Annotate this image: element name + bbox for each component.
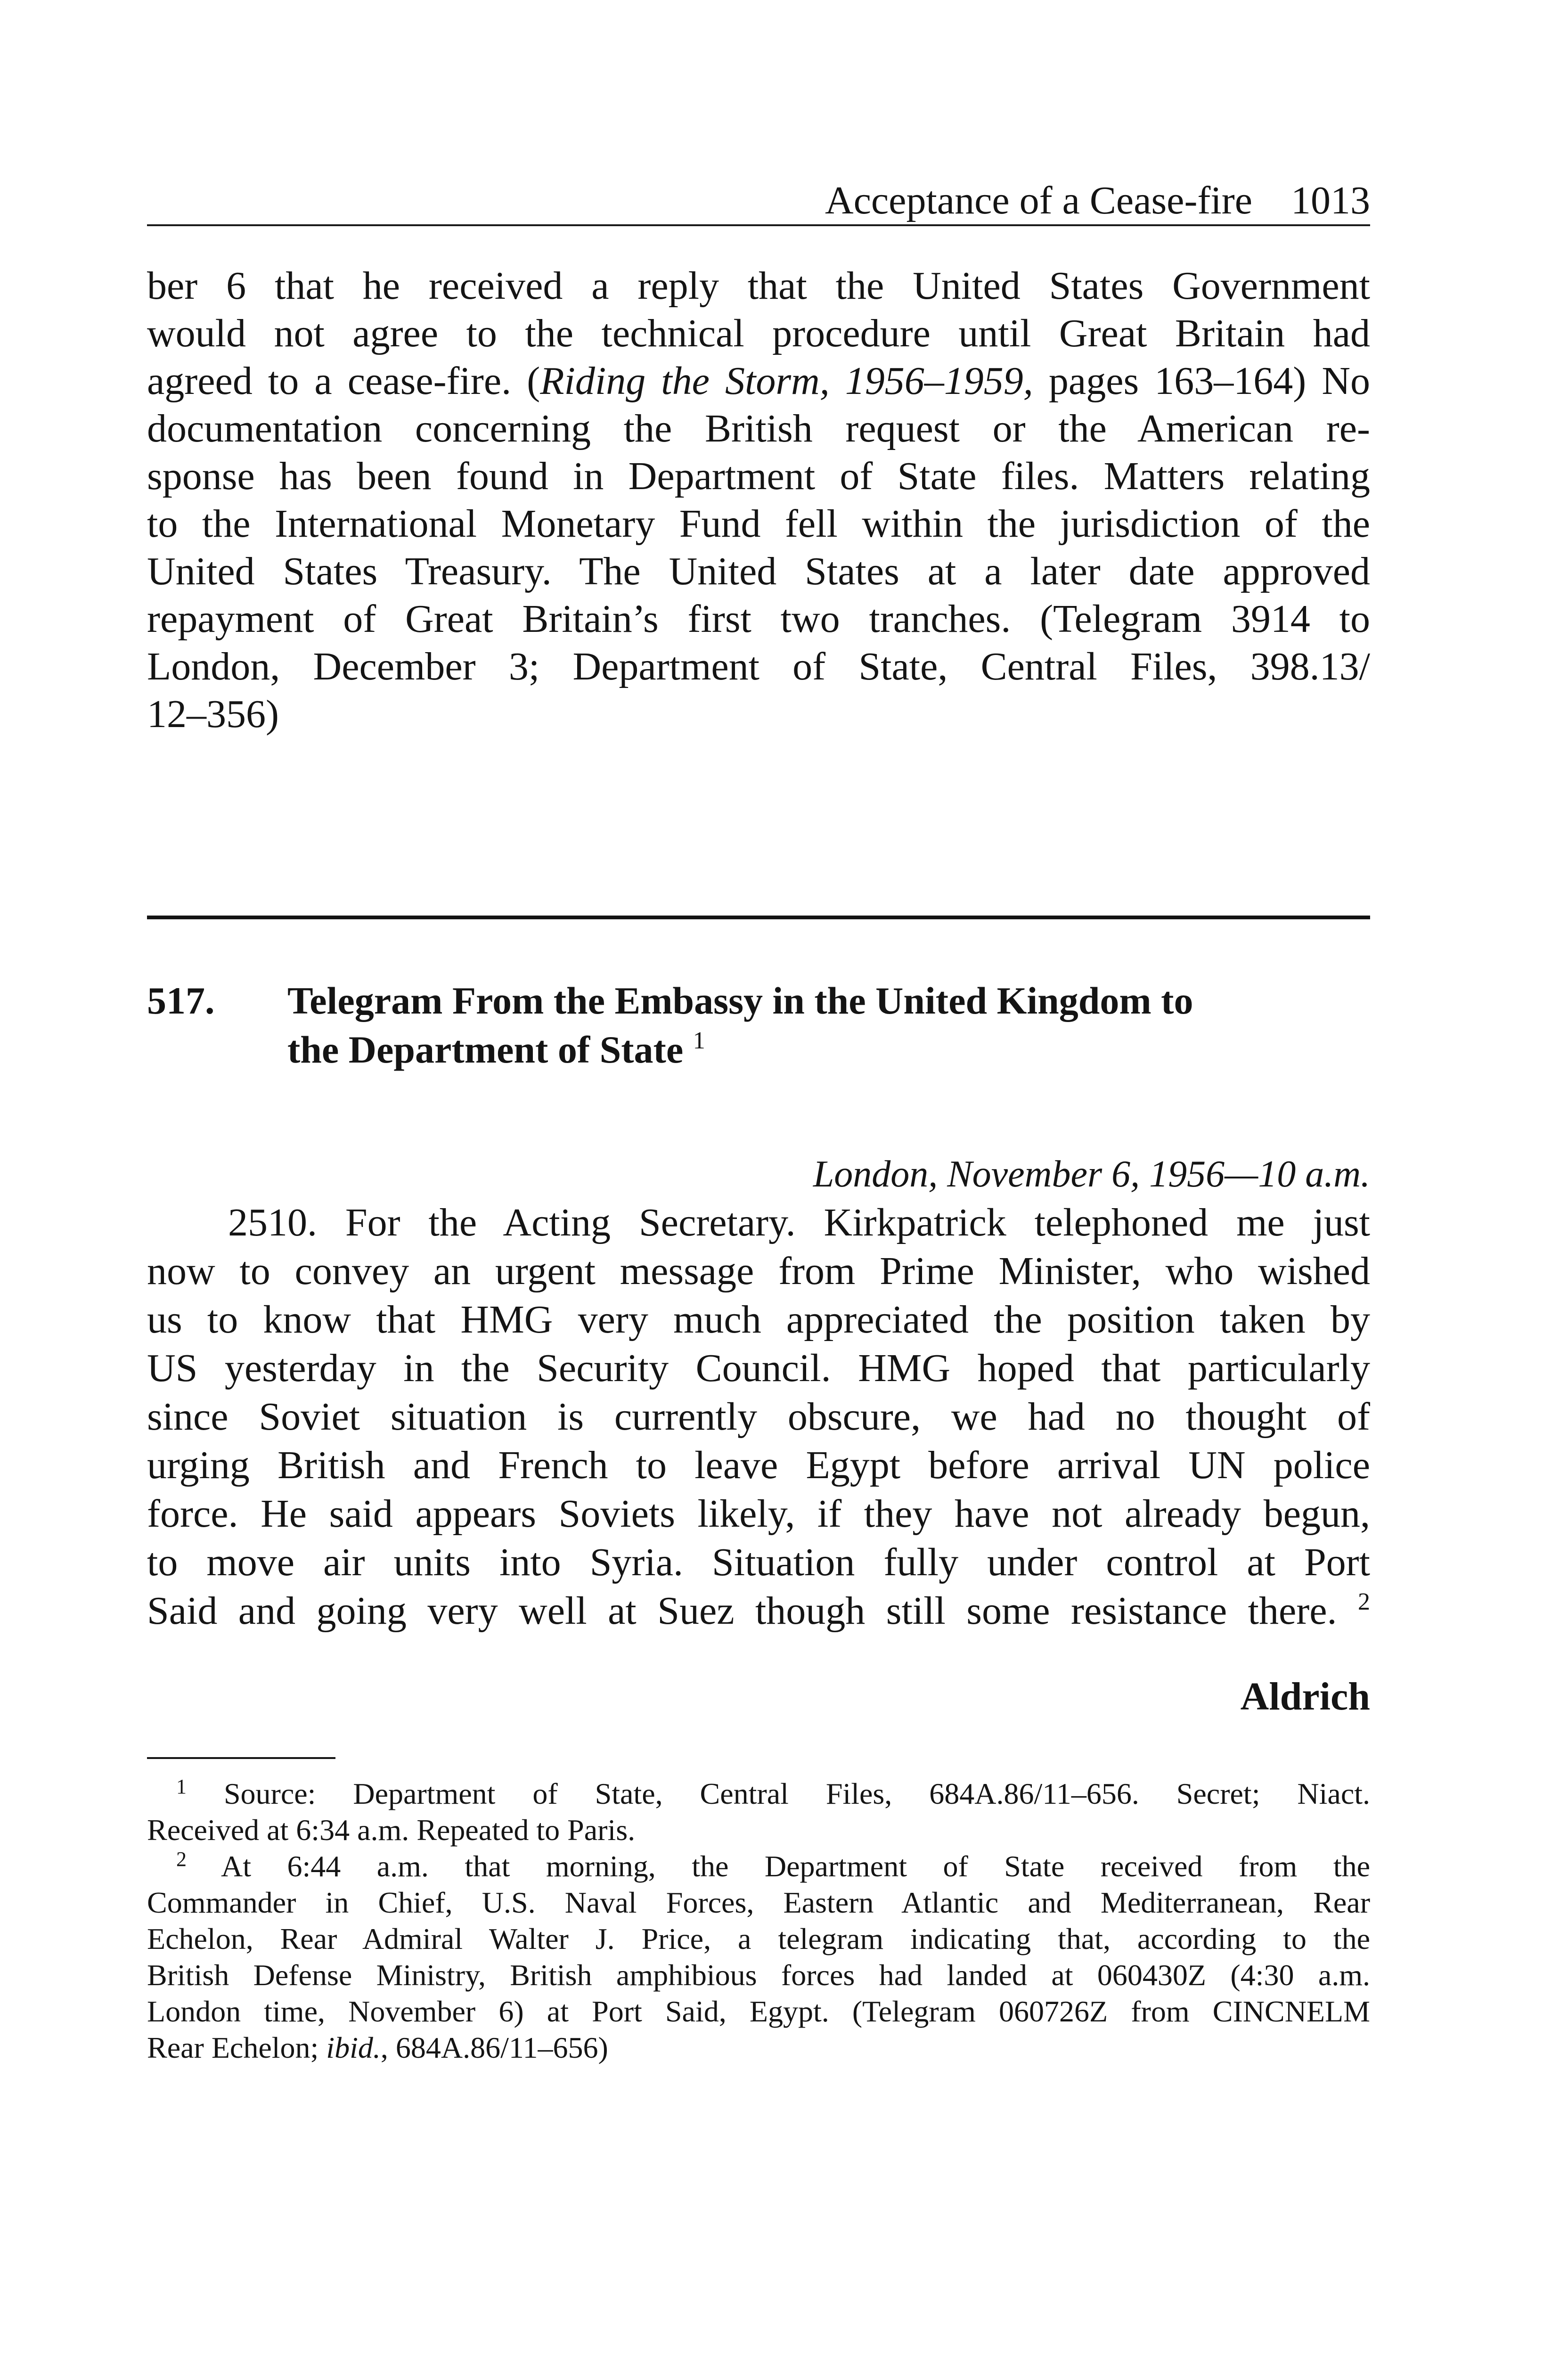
footnote-line: British Defense Ministry, British amphibious forces had landed at 060430Z (4:30 a.m. — [147, 1958, 1370, 1992]
paragraph-line: us to know that HMG very much appreciated the position taken by — [147, 1298, 1370, 1342]
paragraph-line: since Soviet situation is currently obscure, we had no thought of — [147, 1395, 1370, 1439]
paragraph-line: documentation concerning the British request or the American re- — [147, 407, 1370, 450]
dateline: London, November 6, 1956—10 a.m. — [813, 1153, 1370, 1195]
footnote-marker: 1 — [176, 1775, 187, 1798]
ibid-italic: ibid. — [326, 2031, 381, 2064]
paragraph-line: would not agree to the technical procedure until Great Britain had — [147, 311, 1370, 355]
paragraph-line: London, December 3; Department of State, Central Files, 398.13/ — [147, 645, 1370, 688]
book-title-italic: Riding the Storm, 1956–1959, — [540, 359, 1033, 403]
text-run: agreed to a cease-fire. ( — [147, 359, 540, 403]
text-run: At 6:44 a.m. that morning, the Department of State received from the — [220, 1849, 1371, 1883]
paragraph-line: force. He said appears Soviets likely, if they have not already begun, — [147, 1492, 1370, 1536]
text-run: Source: Department of State, Central Files, 684A.86/11–656. Secret; Niact. — [223, 1777, 1371, 1810]
paragraph-line: 12–356) — [147, 692, 279, 736]
paragraph-line: to the International Monetary Fund fell within the jurisdiction of the — [147, 502, 1370, 546]
page-number: 1013 — [1291, 179, 1370, 222]
paragraph-line — [147, 357, 1370, 405]
paragraph-line: to move air units into Syria. Situation fully under control at Port — [147, 1540, 1370, 1584]
footnote-line — [147, 2029, 1370, 2066]
continuation-paragraph — [147, 262, 1370, 738]
paragraph-line: urging British and French to leave Egypt before arrival UN police — [147, 1443, 1370, 1487]
paragraph-line: 2510. For the Acting Secretary. Kirkpatrick telephoned me just — [228, 1201, 1370, 1244]
footnote-line: Commander in Chief, U.S. Naval Forces, Eastern Atlantic and Mediterranean, Rear — [147, 1886, 1370, 1919]
text-run: Said and going very well at Suez though still some resistance there. — [147, 1589, 1337, 1633]
paragraph-line: now to convey an urgent message from Prime Minister, who wished — [147, 1249, 1370, 1293]
footnote-marker: 2 — [176, 1848, 187, 1871]
footnote-line — [147, 1775, 1370, 1812]
signature: Aldrich — [1240, 1675, 1370, 1718]
text-run: Rear Echelon; — [147, 2031, 327, 2064]
text-run: , 684A.86/11–656) — [380, 2031, 608, 2064]
footnote-line — [147, 1848, 1370, 1884]
running-head — [147, 177, 1370, 226]
footnote-ref-1[interactable]: 1 — [693, 1027, 705, 1054]
footnote-line: London time, November 6) at Port Said, Egypt. (Telegram 060726Z from CINCNELM — [147, 1995, 1370, 2028]
paragraph-line: US yesterday in the Security Council. HMG hoped that particularly — [147, 1346, 1370, 1390]
paragraph-line: ber 6 that he received a reply that the United States Government — [147, 264, 1370, 308]
title-line — [287, 1025, 1371, 1074]
running-head-title: Acceptance of a Cease-fire — [825, 179, 1252, 222]
section-divider — [147, 916, 1370, 919]
telegram-body — [147, 1198, 1370, 1635]
document-title — [287, 976, 1371, 1074]
title-line: Telegram From the Embassy in the United Kingdom to — [287, 979, 1193, 1022]
footnote-1 — [147, 1775, 1370, 1848]
footnote-ref-2[interactable]: 2 — [1358, 1588, 1371, 1615]
footnote-2 — [147, 1848, 1370, 2066]
footnote-rule — [147, 1757, 335, 1759]
document-number: 517. — [147, 979, 215, 1022]
footnotes — [147, 1775, 1370, 2066]
paragraph-line: United States Treasury. The United States at a later date approved — [147, 549, 1370, 593]
text-run: pages 163–164) No — [1033, 359, 1371, 403]
paragraph-line — [147, 1587, 1370, 1635]
footnote-line: Echelon, Rear Admiral Walter J. Price, a telegram indicating that, according to the — [147, 1922, 1370, 1955]
title-text: the Department of State — [287, 1028, 684, 1071]
paragraph-line: repayment of Great Britain’s first two tranches. (Telegram 3914 to — [147, 597, 1370, 641]
footnote-line: Received at 6:34 a.m. Repeated to Paris. — [147, 1813, 636, 1847]
paragraph-line: sponse has been found in Department of State files. Matters relating — [147, 454, 1370, 498]
